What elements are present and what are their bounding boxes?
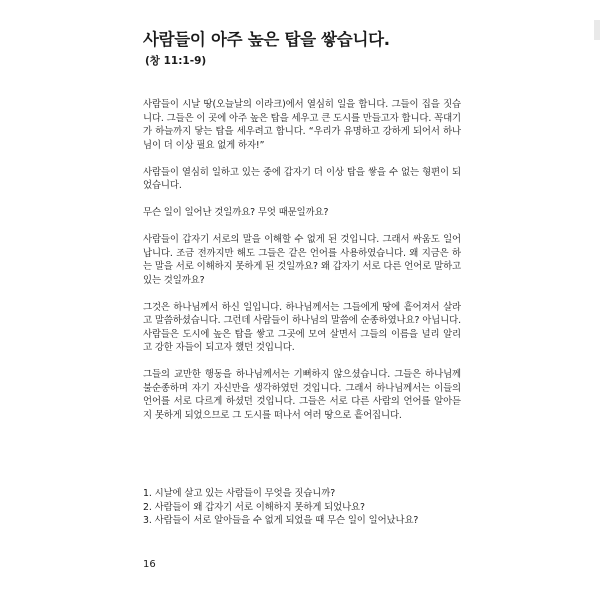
paragraph-1: 사람들이 시날 땅(오늘날의 이라크)에서 열심히 일을 합니다. 그들이 집을 짓습니다. 그들은 이 곳에 아주 높은 탑을 세우고 큰 도시를 만들고자 합니다. 꼭대기가 하늘까지 닿는 탑을 세우려고 합니다. “우리가 유명하고 강하게 되어서 하나님이 더 이상 필요 없게 하자!” [143, 99, 461, 151]
story-title: 사람들이 아주 높은 탑을 쌓습니다. [143, 30, 390, 49]
question-1: 1. 시날에 살고 있는 사람들이 무엇을 짓습니까? [143, 488, 336, 499]
paragraph-3: 무슨 일이 일어난 것일까요? 무엇 때문일까요? [143, 207, 329, 218]
bible-reference: (창 11:1-9) [145, 55, 207, 67]
story-section [143, 30, 461, 436]
story-body [143, 98, 461, 422]
question-3: 3. 사람들이 서로 알아들을 수 없게 되었을 때 무슨 일이 일어났나요? [143, 515, 419, 526]
page-number: 16 [143, 559, 156, 570]
question-list [143, 487, 461, 528]
paragraph-2: 사람들이 열심히 일하고 있는 중에 갑자기 더 이상 탑을 쌓을 수 없는 형편이 되었습니다. [143, 166, 461, 191]
paragraph-4: 사람들이 갑자기 서로의 말을 이해할 수 없게 된 것입니다. 그래서 싸움도 일어납니다. 조금 전까지만 해도 그들은 같은 언어를 사용하였습니다. 왜 지금은 하는 말을 서로 이해하지 못하게 된 것일까요? 왜 갑자기 서로 다른 언어로 말하고 있는 것일까요? [143, 234, 461, 286]
paragraph-5: 그것은 하나님께서 하신 일입니다. 하나님께서는 그들에게 땅에 흩어져서 살라고 말씀하셨습니다. 그런데 사람들이 하나님의 말씀에 순종하였나요? 아닙니다. 사람들은 도시에 높은 탑을 쌓고 그곳에 모여 살면서 그들의 이름을 널리 알리고 강한 자들이 되고자 했던 것입니다. [143, 301, 461, 353]
page-edge-mark [594, 20, 600, 40]
paragraph-6: 그들의 교만한 행동을 하나님께서는 기뻐하지 않으셨습니다. 그들은 하나님께 불순종하며 자기 자신만을 생각하였던 것입니다. 그래서 하나님께서는 이들의 언어를 서로 다르게 하셨던 것입니다. 그들은 서로 다른 사람의 언어를 알아듣지 못하게 되었으므로 그 도시를 떠나서 여러 땅으로 흩어집니다. [143, 369, 461, 421]
question-2: 2. 사람들이 왜 갑자기 서로 이해하지 못하게 되었나요? [143, 501, 365, 513]
